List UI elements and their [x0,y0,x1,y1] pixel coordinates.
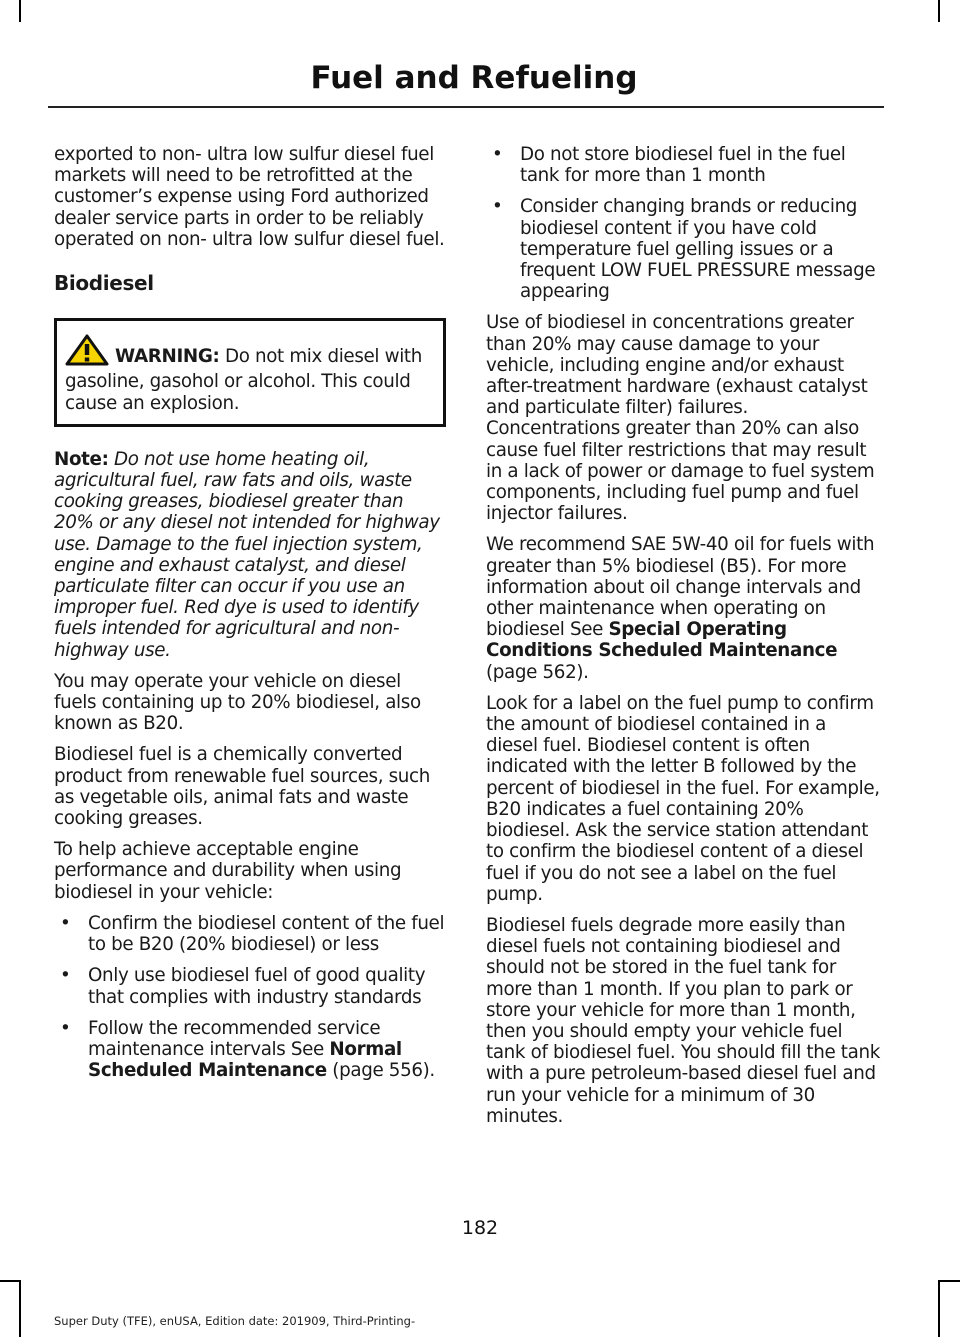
list-item [486,144,880,186]
warning-label: WARNING: [115,346,220,368]
header-divider [48,106,884,108]
crop-mark-top-right [938,0,940,22]
list-item [486,196,880,302]
normal-scheduled-maintenance-link[interactable]: Normal Scheduled Maintenance [88,1038,402,1082]
paragraph-fuel-pump-label: Look for a label on the fuel pump to confirm the amount of biodiesel contained in a diesel fuel. Biodiesel content is often indicated with the letter B followed by the percent of biodiesel in the fuel. For example, B20 indicates a fuel containing 20% biodiesel. Ask the service station attendant to confirm the biodiesel content of a diesel fuel if you do not see a label on the fuel pump. [486,692,880,905]
bullet-glyph: • [492,196,503,218]
list-item [54,913,446,955]
list-item-text: Only use biodiesel fuel of good quality that complies with industry standards [88,965,426,1008]
bullet-glyph: • [60,1017,71,1039]
page-reference: (page 562). [486,661,589,683]
right-bullet-list [486,144,880,302]
page-title: Fuel and Refueling [310,60,638,96]
paragraph-b20: You may operate your vehicle on diesel fuels containing up to 20% biodiesel, also known as B20. [54,670,421,735]
left-column [54,144,446,1091]
left-bullet-list [54,913,446,1081]
oil-text: We recommend SAE 5W-40 oil for fuels with greater than 5% biodiesel (B5). For more information about oil change intervals and other maintenance when operating on biodiesel See [486,534,875,641]
crop-mark-bottom-right-h [938,1280,960,1282]
list-item-text: Consider changing brands or reducing biodiesel content if you have cold temperature fuel gelling issues or a frequent LOW FUEL PRESSURE message appearing [520,196,876,303]
crop-mark-top-left [19,0,21,22]
list-item-text: Follow the recommended service maintenance intervals See [88,1017,381,1060]
paragraph-performance: To help achieve acceptable engine performance and durability when using biodiesel in your vehicle: [54,839,402,903]
warning-triangle-icon [65,334,109,371]
list-item-text: Do not store biodiesel fuel in the fuel tank for more than 1 month [520,144,846,187]
warning-text: Do not mix diesel with gasoline, gasohol or alcohol. This could cause an explosion. [65,346,422,414]
paragraph-storage: Biodiesel fuels degrade more easily than diesel fuels not containing biodiesel and should not be stored in the fuel tank for more than 1 month. If you plan to park or store your vehicle for more than 1 month, then you should empty your vehicle fuel tank of biodiesel fuel. You should fill the tank with a pure petroleum-based diesel fuel and run your vehicle for a minimum of 30 minutes. [486,914,880,1127]
list-item [54,1018,446,1082]
note-text: Do not use home heating oil, agricultural fuel, raw fats and oils, waste cooking greases, biodiesel greater than 20% or any diesel not intended for highway use. Damage to the fuel injection system, engine and exhaust catalyst, and diesel particulate filter can occur if you use an improper fuel. Red dye is used to identify fuels intended for agricultural and non-highway use. [54,448,440,661]
bullet-glyph: • [60,912,71,934]
crop-mark-bottom-right-v [938,1280,940,1337]
warning-box [54,318,446,427]
note-paragraph [54,449,446,661]
special-operating-conditions-link[interactable]: Special Operating Conditions Scheduled Maintenance [486,619,838,662]
bullet-glyph: • [60,965,71,987]
list-item-text: Confirm the biodiesel content of the fuel to be B20 (20% biodiesel) or less [88,912,445,956]
page-number: 182 [461,1217,499,1239]
page-reference: (page 556). [326,1060,435,1082]
bullet-glyph: • [492,144,503,165]
footer-edition: Super Duty (TFE), enUSA, Edition date: 201909, Third-Printing- [54,1314,416,1328]
note-label: Note: [54,448,109,470]
crop-mark-bottom-left-h [0,1280,21,1282]
right-column [486,144,880,1137]
paragraph-concentrations: Use of biodiesel in concentrations greater than 20% may cause damage to your vehicle, including engine and/or exhaust after-treatment hardware (exhaust catalyst and particulate filter) failures. Concentrations greater than 20% can also cause fuel filter restrictions that may result in a lack of power or damage to fuel system components, including fuel pump and fuel injector failures. [486,312,875,525]
list-item [54,965,446,1007]
paragraph-oil-recommendation [486,534,880,682]
section-heading-biodiesel: Biodiesel [54,271,154,296]
paragraph-biodiesel-definition: Biodiesel fuel is a chemically converted product from renewable fuel sources, such as vegetable oils, animal fats and waste cooking greases. [54,744,430,830]
intro-paragraph: exported to non- ultra low sulfur diesel fuel markets will need to be retrofitted at the customer’s expense using Ford authorized dealer service parts in order to be reliably operated on non- ultra low sulfur diesel fuel. [54,144,445,250]
crop-mark-bottom-left-v [19,1280,21,1337]
